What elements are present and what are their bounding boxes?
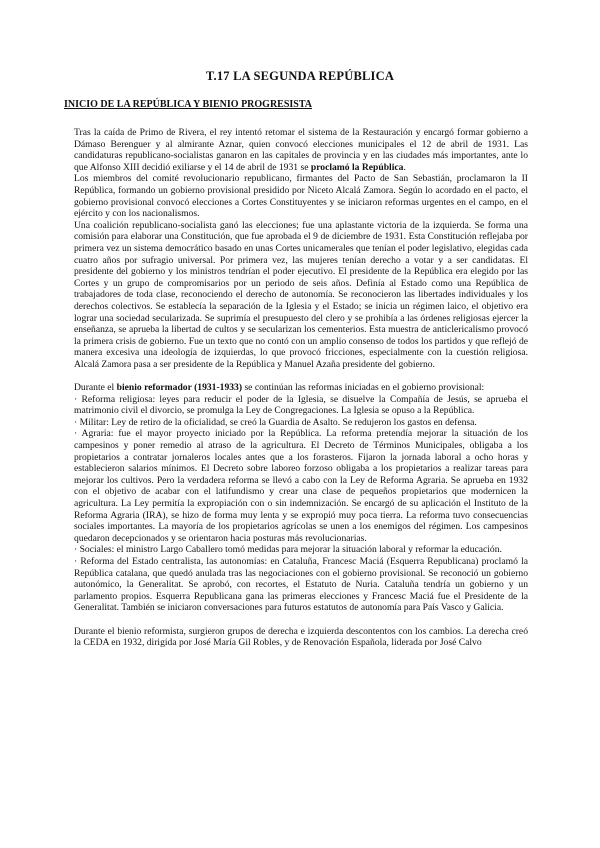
list-item-autonomias: · Reforma del Estado centralista, las autonomías: en Cataluña, Francesc Maciá (Esquerra Republicana) proclamó la República catalana, que quedó anulada tras las negociaciones con el gobierno provisional. Se reconoció un gobierno autonómico, la Generalitat. Se aprobó, con recortes, el Estatuto de Nuria. Cataluña tendría un gobierno y un parlamento propios. Esquerra Republicana gana las primeras elecciones y Francesc Maciá fue el Presidente de la Generalitat. También se iniciaron conversaciones para futuros estatutos de autonomía para País Vasco y Galicia. <box>74 555 528 614</box>
paragraph-bienio <box>74 382 528 394</box>
paragraph-text: Tras la caída de Primo de Rivera, el rey intentó retomar el sistema de la Restauración y encargó formar gobierno a Dámaso Berenguer y al almirante Aznar, quien convocó elecciones municipales el 12 de abril de 1931. Las candidaturas republicano-socialistas ganaron en las capitales de provincia y en las ciudades más importantes, ante lo que Alfonso XIII decidió exiliarse y el 14 de abril de 1931 se <box>74 127 528 173</box>
section-heading: INICIO DE LA REPÚBLICA Y BIENIO PROGRESISTA <box>64 99 313 110</box>
paragraph-oposicion: Durante el bienio reformista, surgieron grupos de derecha e izquierda descontentos con los cambios. La derecha creó la CEDA en 1932, dirigida por José María Gil Robles, y de Renovación Española, liderada por José Calvo <box>74 625 528 649</box>
bold-phrase: bienio reformador (1931-1933) <box>116 382 243 394</box>
bold-phrase: proclamó la República <box>310 161 404 173</box>
spacer <box>74 370 528 382</box>
paragraph-text: Durante el <box>74 382 117 394</box>
paragraph-intro <box>74 127 528 173</box>
document-body <box>74 127 528 649</box>
paragraph-text: se continúan las reformas iniciadas en el gobierno provisional: <box>242 382 485 394</box>
list-item-sociales: · Sociales: el ministro Largo Caballero tomó medidas para mejorar la situación laboral y reformar la educación. <box>74 544 502 556</box>
paragraph-constitution: Una coalición republicano-socialista ganó las elecciones; fue una aplastante victoria de la izquierda. Se forma una comisión para elaborar una Constitución, que fue aprobada el 9 de diciembre de 1931. Esta Constitución reflejaba por primera vez un sistema democrático basado en unas Cortes unicamerales que tenían el poder legislativo, elegidas cada cuatro años por sufragio universal. Por primera vez, las mujeres tenían derecho a votar y a ser candidatas. El presidente del gobierno y los ministros tendrían el poder ejecutivo. El presidente de la República era elegido por las Cortes y un grupo de compromisarios por un periodo de seis años. Definía al Estado como una República de trabajadores de toda clase, reconociendo el derecho de autonomía. Se reconocieron las libertades individuales y los derechos colectivos. Se establecía la separación de la Iglesia y el Estado; se inicia un régimen laico, el objetivo era lograr una sociedad secularizada. Se suprimía el presupuesto del clero y se prohibía a las órdenes religiosas ejercer la enseñanza, se aprueba la libertad de cultos y se secularizan los cementerios. Esta muestra de anticlericalismo provocó la primera crisis de gobierno. Fue un texto que no contó con un amplio consenso de todos los partidos y que reflejó de manera excesiva una ideología de izquierdas, lo que provocó fricciones, especialmente con la cuestión religiosa. Alcalá Zamora pasa a ser presidente de la República y Manuel Azaña presidente del gobierno. <box>74 219 528 370</box>
paragraph-text: . <box>403 161 406 173</box>
spacer <box>74 614 528 626</box>
list-item-religiosa: · Reforma religiosa: leyes para reducir el poder de la Iglesia, se disuelve la Compañía de Jesús, se aprueba el matrimonio civil el divorcio, se promulga la Ley de Congregaciones. La Iglesia se opuso a la República. <box>74 393 528 417</box>
list-item-agraria: · Agraria: fue el mayor proyecto iniciado por la República. La reforma pretendía mejorar la situación de los campesinos y poner remedio al atraso de la agricultura. El Decreto de Términos Municipales, obligaba a los propietarios a contratar jornaleros locales antes que a los forasteros. Fijaron la jornada laboral a ocho horas y establecieron salarios mínimos. El Decreto sobre laboreo forzoso obligaba a los propietarios a realizar tareas para mejorar los cultivos. Pero la verdadera reforma se llevó a cabo con la Ley de Reforma Agraria. Se aprueba en 1932 con el objetivo de acabar con el latifundismo y crear una clase de pequeños propietarios que modernicen la agricultura. La Ley permitía la expropiación con o sin indemnización. Se encargó de su aplicación el Instituto de la Reforma Agraria (IRA), se hizo de forma muy lenta y se expropió muy poca tierra. La reforma tuvo consecuencias sociales importantes. La mayoría de los propietarios agrícolas se unen a los enemigos del régimen. Los campesinos quedaron decepcionados y se orientaron hacia posturas más revolucionarias. <box>74 428 528 544</box>
paragraph-committee: Los miembros del comité revolucionario republicano, firmantes del Pacto de San Sebastián, proclamaron la II República, formando un gobierno provisional presidido por Niceto Alcalá Zamora. Según lo acordado en el pacto, el gobierno provisional convocó elecciones a Cortes Constituyentes y se iniciaron reformas urgentes en el campo, en el ejército y con los nacionalismos. <box>74 173 528 220</box>
page-title: T.17 LA SEGUNDA REPÚBLICA <box>205 69 395 83</box>
list-item-militar: · Militar: Ley de retiro de la oficialidad, se creó la Guardia de Asalto. Se redujeron los gastos en defensa. <box>74 416 477 428</box>
